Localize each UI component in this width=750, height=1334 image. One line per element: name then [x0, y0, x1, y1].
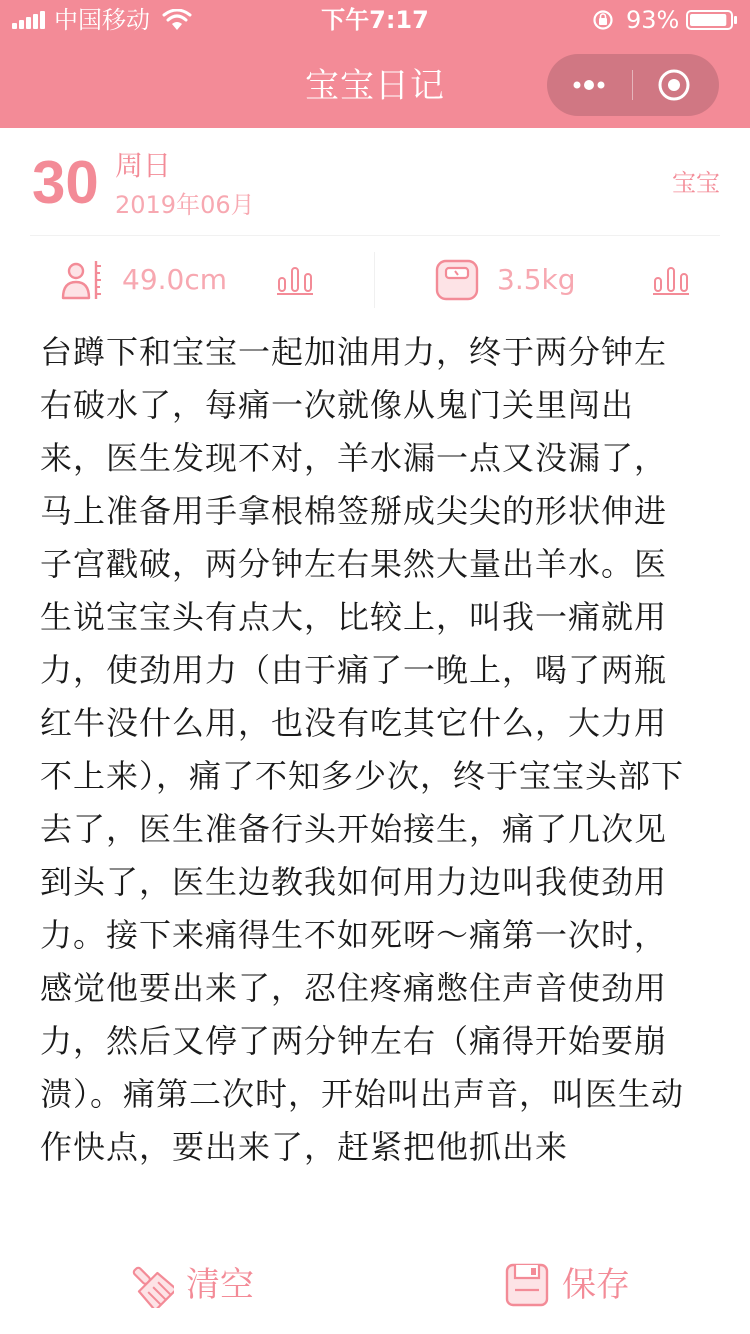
header — [0, 0, 750, 128]
date-day: 30 — [32, 149, 99, 216]
weight-value[interactable]: 3.5kg — [497, 263, 576, 296]
bottom-action-bar — [0, 1244, 750, 1334]
save-button[interactable] — [504, 1258, 644, 1312]
capsule-divider — [632, 70, 633, 100]
carrier-label: 中国移动 — [54, 6, 150, 34]
date-year-month[interactable]: 2019年06月 — [115, 191, 255, 219]
measurement-divider — [374, 252, 375, 308]
save-disk-icon — [504, 1262, 550, 1308]
status-bar — [0, 0, 750, 40]
orientation-lock-icon — [592, 9, 614, 31]
date-weekday: 周日 — [115, 149, 172, 182]
height-ruler-icon — [60, 258, 104, 302]
battery-icon — [686, 10, 738, 30]
bar-chart-icon[interactable] — [652, 264, 690, 296]
page-title: 宝宝日记 — [305, 66, 445, 106]
close-target-icon[interactable] — [657, 68, 691, 102]
clear-button-label: 清空 — [186, 1265, 254, 1305]
mini-program-capsule — [547, 54, 719, 116]
status-time: 下午7:17 — [321, 6, 429, 34]
measurements-row — [0, 236, 750, 324]
broom-icon — [128, 1262, 174, 1308]
battery-percentage: 93% — [626, 6, 680, 34]
scale-icon — [434, 258, 480, 302]
diary-textarea[interactable] — [40, 326, 695, 1244]
height-value[interactable]: 49.0cm — [122, 263, 228, 296]
more-dots-icon[interactable] — [569, 70, 609, 100]
save-button-label: 保存 — [562, 1265, 630, 1305]
bar-chart-icon[interactable] — [276, 264, 314, 296]
baby-name-selector[interactable]: 宝宝 — [672, 169, 720, 197]
clear-button[interactable] — [128, 1258, 268, 1312]
